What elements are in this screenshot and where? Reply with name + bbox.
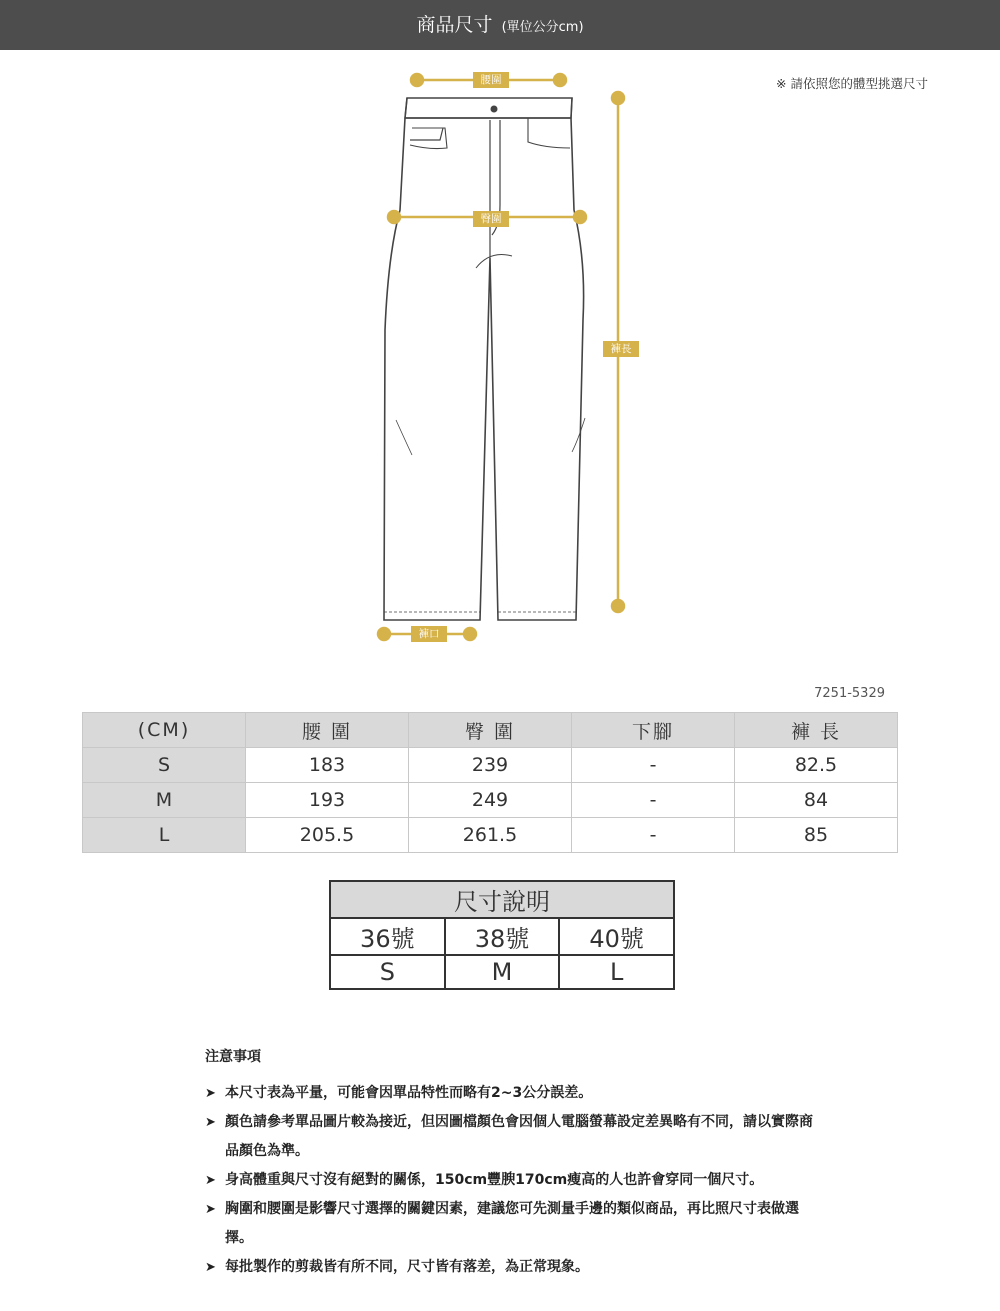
- conversion-title: 尺寸說明: [330, 881, 674, 918]
- arrow-icon: ➤: [205, 1260, 216, 1275]
- table-row: [83, 783, 898, 818]
- table-row: [330, 955, 674, 989]
- header-hip: 臀 圍: [409, 713, 572, 748]
- header-subtitle: (單位公分cm): [501, 20, 584, 35]
- notes-title: 注意事項: [205, 1049, 261, 1065]
- letter-size: M: [445, 955, 560, 989]
- list-item: [205, 1166, 825, 1195]
- fit-note: ※ 請依照您的體型挑選尺寸: [776, 76, 928, 91]
- waist-cell: 183: [246, 748, 409, 783]
- list-item: [205, 1253, 825, 1282]
- length-cell: 85: [735, 818, 898, 853]
- size-cell: S: [83, 748, 246, 783]
- length-label: 褲長: [603, 341, 639, 357]
- size-conversion-table: [329, 880, 675, 990]
- product-code: 7251-5329: [814, 686, 885, 701]
- hip-cell: 261.5: [409, 818, 572, 853]
- letter-size: S: [330, 955, 445, 989]
- notes-section: [205, 1046, 825, 1282]
- letter-size: L: [559, 955, 674, 989]
- list-item: [205, 1195, 825, 1253]
- hip-cell: 239: [409, 748, 572, 783]
- hem-cell: -: [572, 748, 735, 783]
- number-size: 36號: [330, 918, 445, 955]
- table-row: [330, 918, 674, 955]
- note-text: 身高體重與尺寸沒有絕對的關係，150cm豐腴170cm瘦高的人也許會穿同一個尺寸。: [225, 1172, 764, 1188]
- measure-lines: [378, 74, 624, 640]
- table-row: [83, 748, 898, 783]
- length-cell: 84: [735, 783, 898, 818]
- size-table: [82, 712, 898, 853]
- pants-outline: [384, 98, 585, 620]
- hip-label: 臀圍: [473, 211, 509, 227]
- number-size: 40號: [559, 918, 674, 955]
- list-item: [205, 1079, 825, 1108]
- waist-label: 腰圍: [473, 72, 509, 88]
- number-size: 38號: [445, 918, 560, 955]
- size-cell: M: [83, 783, 246, 818]
- pants-diagram: [0, 50, 1000, 650]
- table-row: [83, 818, 898, 853]
- button-icon: [491, 106, 498, 113]
- header-hem: 下腳: [572, 713, 735, 748]
- hem-cell: -: [572, 783, 735, 818]
- waist-cell: 205.5: [246, 818, 409, 853]
- note-text: 胸圍和腰圍是影響尺寸選擇的關鍵因素，建議您可先測量手邊的類似商品，再比照尺寸表做選擇。: [225, 1201, 799, 1246]
- note-text: 每批製作的剪裁皆有所不同，尺寸皆有落差，為正常現象。: [225, 1259, 589, 1275]
- hip-cell: 249: [409, 783, 572, 818]
- header-length: 褲 長: [735, 713, 898, 748]
- arrow-icon: ➤: [205, 1086, 216, 1101]
- page-header: [0, 0, 1000, 50]
- size-table-header: [83, 713, 898, 748]
- note-text: 本尺寸表為平量，可能會因單品特性而略有2~3公分誤差。: [225, 1085, 593, 1101]
- waist-cell: 193: [246, 783, 409, 818]
- hem-label: 褲口: [411, 626, 447, 642]
- size-cell: L: [83, 818, 246, 853]
- arrow-icon: ➤: [205, 1173, 216, 1188]
- arrow-icon: ➤: [205, 1115, 216, 1130]
- header-title: 商品尺寸: [416, 14, 493, 36]
- list-item: [205, 1108, 825, 1166]
- arrow-icon: ➤: [205, 1202, 216, 1217]
- length-cell: 82.5: [735, 748, 898, 783]
- note-text: 顏色請參考單品圖片較為接近，但因圖檔顏色會因個人電腦螢幕設定差異略有不同，請以實際商品顏色為準。: [225, 1114, 813, 1159]
- header-waist: 腰 圍: [246, 713, 409, 748]
- header-unit: (CM): [83, 713, 246, 748]
- hem-cell: -: [572, 818, 735, 853]
